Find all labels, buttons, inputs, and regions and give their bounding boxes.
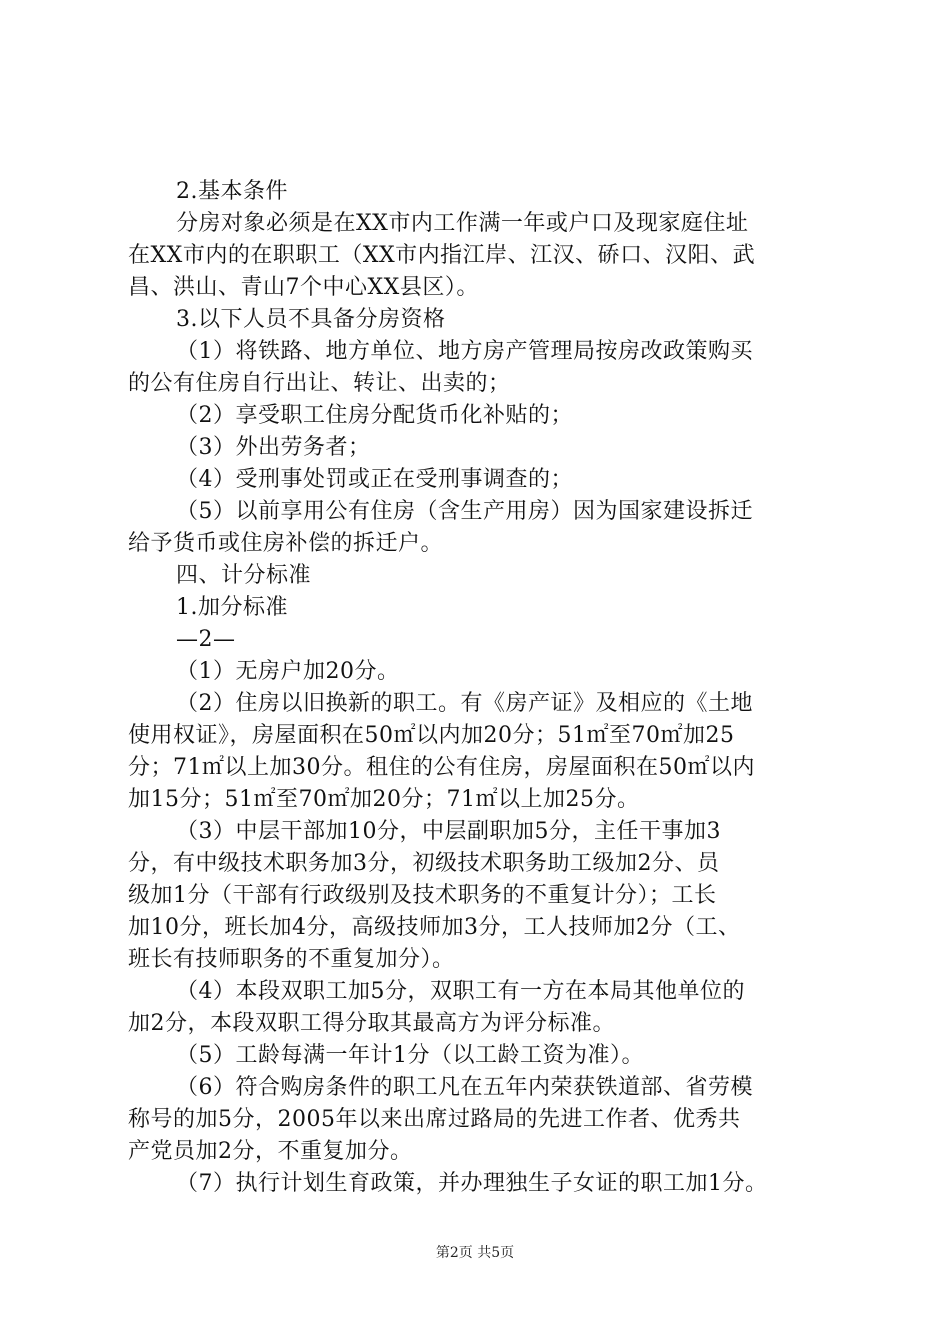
- list-item-line: 分，有中级技术职务加3分，初级技术职务助工级加2分、员: [128, 851, 720, 876]
- list-item-line: （6）符合购房条件的职工凡在五年内荣获铁道部、省劳模: [176, 1075, 753, 1100]
- list-item-line: 产党员加2分，不重复加分。: [128, 1139, 413, 1164]
- list-item-line: （2）住房以旧换新的职工。有《房产证》及相应的《土地: [176, 691, 753, 716]
- paragraph-line: 昌、洪山、青山7个中心XX县区）。: [128, 275, 479, 300]
- section-heading-bonus: 1.加分标准: [176, 595, 288, 620]
- section-heading-basic-conditions: 2.基本条件: [176, 179, 288, 204]
- list-item-line: 加10分，班长加4分，高级技师加3分，工人技师加2分（工、: [128, 915, 741, 940]
- list-item-line: 给予货币或住房补偿的拆迁户。: [128, 531, 444, 556]
- paragraph-line: 在XX市内的在职职工（XX市内指江岸、江汉、硚口、汉阳、武: [128, 243, 756, 268]
- section-heading-ineligible: 3.以下人员不具备分房资格: [176, 307, 446, 332]
- list-item-line: （1）将铁路、地方单位、地方房产管理局按房改政策购买: [176, 339, 753, 364]
- list-item-line: 加15分；51㎡至70㎡加20分；71㎡以上加25分。: [128, 787, 640, 812]
- list-item-line: （5）工龄每满一年计1分（以工龄工资为准）。: [176, 1043, 644, 1068]
- paragraph-line: 分房对象必须是在XX市内工作满一年或户口及现家庭住址: [176, 211, 749, 236]
- list-item-line: 加2分，本段双职工得分取其最高方为评分标准。: [128, 1011, 615, 1036]
- list-item-line: 级加1分（干部有行政级别及技术职务的不重复计分）；工长: [128, 883, 717, 908]
- list-item-line: （3）外出劳务者；: [176, 435, 371, 460]
- list-item-line: （4）受刑事处罚或正在受刑事调查的；: [176, 467, 573, 492]
- page-footer: 第2页 共5页: [435, 1245, 515, 1261]
- list-item-line: （1）无房户加20分。: [176, 659, 400, 684]
- section-heading-scoring: 四、计分标准: [176, 563, 312, 588]
- list-item-line: （3）中层干部加10分，中层副职加5分，主任干事加3: [176, 819, 721, 844]
- list-item-line: 的公有住房自行出让、转让、出卖的；: [128, 371, 511, 396]
- list-item-line: 使用权证》，房屋面积在50㎡以内加20分；51㎡至70㎡加25: [128, 723, 735, 748]
- list-item-line: （2）享受职工住房分配货币化补贴的；: [176, 403, 573, 428]
- list-item-line: （5）以前享用公有住房（含生产用房）因为国家建设拆迁: [176, 499, 753, 524]
- list-item-line: 称号的加5分，2005年以来出席过路局的先进工作者、优秀共: [128, 1107, 741, 1132]
- list-item-line: 分；71㎡以上加30分。租住的公有住房，房屋面积在50㎡以内: [128, 755, 755, 780]
- list-item-line: 班长有技师职务的不重复加分）。: [128, 947, 455, 972]
- list-item-line: （4）本段双职工加5分，双职工有一方在本局其他单位的: [176, 979, 745, 1004]
- list-item-line: （7）执行计划生育政策，并办理独生子女证的职工加1分。: [176, 1171, 768, 1196]
- inline-page-marker: —2—: [176, 627, 236, 652]
